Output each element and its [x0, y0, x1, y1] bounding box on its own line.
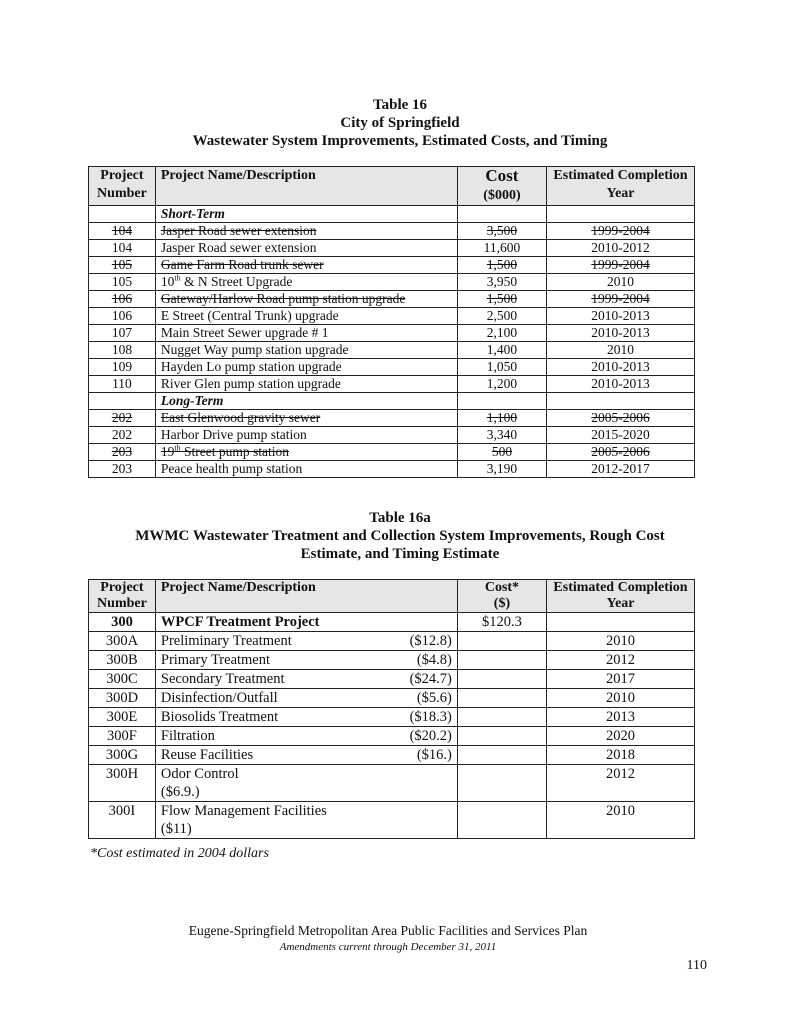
- completion-year: 2020: [547, 727, 695, 746]
- table-row: [89, 802, 695, 839]
- empty-cell: [89, 206, 156, 223]
- project-cost: 1,500: [457, 257, 546, 274]
- table-row: [89, 461, 695, 478]
- project-name-cell: [155, 765, 457, 802]
- completion-year: 2005-2006: [547, 444, 695, 461]
- completion-year: 2010: [547, 632, 695, 651]
- header-cost: [457, 167, 546, 206]
- table-row: [89, 325, 695, 342]
- sub-cost: ($20.2): [409, 728, 452, 744]
- ordinal-suffix: th: [174, 443, 181, 453]
- table-row: [89, 632, 695, 651]
- project-name: River Glen pump station upgrade: [155, 376, 457, 393]
- section-row: [89, 393, 695, 410]
- table-row: [89, 689, 695, 708]
- name-suffix: & N Street Upgrade: [180, 274, 293, 289]
- section-label: Short-Term: [155, 206, 457, 223]
- header-completion-year: Estimated Completion Year: [547, 580, 695, 613]
- table-row-struck: [89, 257, 695, 274]
- project-cost: [457, 651, 546, 670]
- completion-year: 2010-2012: [547, 240, 695, 257]
- table16-title-2: City of Springfield: [340, 115, 460, 131]
- completion-year: 2010-2013: [547, 308, 695, 325]
- table16a-title-2: MWMC Wastewater Treatment and Collection System Improvements, Rough Cost: [135, 528, 665, 544]
- header-cost-unit: ($): [493, 596, 511, 611]
- project-cost: [457, 708, 546, 727]
- table-row: [89, 274, 695, 291]
- project-number: 106: [89, 291, 156, 308]
- header-project-number: Project Number: [89, 167, 156, 206]
- completion-year: 2005-2006: [547, 410, 695, 427]
- table-16a: [88, 579, 695, 839]
- project-number: 300D: [89, 689, 156, 708]
- project-cost: 3,340: [457, 427, 546, 444]
- project-cost: 11,600: [457, 240, 546, 257]
- project-name: Nugget Way pump station upgrade: [155, 342, 457, 359]
- project-name: Secondary Treatment: [160, 671, 285, 687]
- header-project-number: Project Number: [89, 580, 156, 613]
- name-prefix: 19: [160, 444, 175, 459]
- table-row: [89, 359, 695, 376]
- project-cost: [457, 727, 546, 746]
- table-row-struck: [89, 223, 695, 240]
- project-cost: [457, 632, 546, 651]
- project-name: Hayden Lo pump station upgrade: [155, 359, 457, 376]
- project-number: 105: [89, 274, 156, 291]
- project-number: 300E: [89, 708, 156, 727]
- project-cost: $120.3: [457, 613, 546, 632]
- header-project-name: Project Name/Description: [155, 580, 457, 613]
- table-row: [89, 670, 695, 689]
- table-row: [89, 727, 695, 746]
- completion-year: 2010: [547, 689, 695, 708]
- completion-year: 2012-2017: [547, 461, 695, 478]
- project-name-cell: [155, 632, 457, 651]
- name-suffix: Street pump station: [180, 444, 289, 459]
- project-number: 108: [89, 342, 156, 359]
- table-row: [89, 427, 695, 444]
- footer-amendments: Amendments current through December 31, 2011: [279, 941, 497, 953]
- project-number: 106: [89, 308, 156, 325]
- completion-year: 2017: [547, 670, 695, 689]
- project-name: E Street (Central Trunk) upgrade: [155, 308, 457, 325]
- footer-plan-title: Eugene-Springfield Metropolitan Area Public Facilities and Services Plan: [188, 923, 588, 938]
- project-cost: [457, 802, 546, 839]
- section-label: Long-Term: [155, 393, 457, 410]
- completion-year: 2013: [547, 708, 695, 727]
- project-name: Main Street Sewer upgrade # 1: [155, 325, 457, 342]
- project-cost: 1,050: [457, 359, 546, 376]
- table-row-struck: [89, 410, 695, 427]
- project-name-cell: [155, 727, 457, 746]
- section-row: [89, 206, 695, 223]
- project-name: Disinfection/Outfall: [160, 690, 278, 706]
- sub-cost: ($5.6): [416, 690, 452, 706]
- project-name: Biosolids Treatment: [160, 709, 279, 725]
- completion-year: [547, 613, 695, 632]
- project-name-cell: [155, 746, 457, 765]
- project-number: 202: [89, 427, 156, 444]
- table-row-struck: [89, 291, 695, 308]
- project-cost: [457, 746, 546, 765]
- completion-year: 1999-2004: [547, 257, 695, 274]
- table-row: [89, 342, 695, 359]
- completion-year: 2012: [547, 765, 695, 802]
- table16a-subrows: [89, 632, 695, 839]
- table-row: [89, 708, 695, 727]
- table16a-title-3: Estimate, and Timing Estimate: [300, 546, 500, 562]
- sub-cost: ($18.3): [409, 709, 452, 725]
- project-name: [155, 274, 457, 291]
- project-name: Odor Control: [160, 766, 239, 782]
- project-number: 107: [89, 325, 156, 342]
- sub-cost: ($6.9.): [160, 784, 200, 800]
- project-cost: 3,500: [457, 223, 546, 240]
- project-name: Jasper Road sewer extension: [155, 240, 457, 257]
- header-cost: [457, 580, 546, 613]
- project-name: Filtration: [160, 728, 215, 744]
- project-name-cell: [155, 689, 457, 708]
- project-number: 202: [89, 410, 156, 427]
- table16-header-row: [89, 167, 695, 206]
- empty-cell: [89, 393, 156, 410]
- header-cost-unit: ($000): [483, 188, 521, 203]
- project-number: 300G: [89, 746, 156, 765]
- table-row: [89, 308, 695, 325]
- project-number: 104: [89, 240, 156, 257]
- project-name: Gateway/Harlow Road pump station upgrade: [155, 291, 457, 308]
- empty-cell: [547, 206, 695, 223]
- project-cost: 1,100: [457, 410, 546, 427]
- project-cost: [457, 670, 546, 689]
- completion-year: 2010: [547, 802, 695, 839]
- project-name-cell: [155, 651, 457, 670]
- project-number: 203: [89, 461, 156, 478]
- sub-cost: ($11): [160, 821, 192, 837]
- completion-year: 2010: [547, 342, 695, 359]
- table16-body: [89, 206, 695, 478]
- project-number: 105: [89, 257, 156, 274]
- project-number: 300I: [89, 802, 156, 839]
- project-cost: 2,500: [457, 308, 546, 325]
- project-cost: 1,400: [457, 342, 546, 359]
- sub-cost: ($24.7): [409, 671, 452, 687]
- project-name: Reuse Facilities: [160, 747, 254, 763]
- table-row-struck: [89, 444, 695, 461]
- sub-cost: ($16.): [416, 747, 452, 763]
- project-cost: [457, 689, 546, 708]
- completion-year: 2010: [547, 274, 695, 291]
- table-row: [89, 765, 695, 802]
- project-name: East Glenwood gravity sewer: [155, 410, 457, 427]
- header-cost-label: Cost: [485, 166, 519, 185]
- project-name-cell: [155, 670, 457, 689]
- project-name-cell: [155, 708, 457, 727]
- table-16: [88, 166, 695, 478]
- completion-year: 1999-2004: [547, 291, 695, 308]
- completion-year: 2010-2013: [547, 325, 695, 342]
- header-cost-label: Cost*: [484, 580, 520, 595]
- completion-year: 2010-2013: [547, 376, 695, 393]
- project-name: Harbor Drive pump station: [155, 427, 457, 444]
- project-number: 300F: [89, 727, 156, 746]
- project-name-cell: [155, 802, 457, 839]
- table16a-header-row: [89, 580, 695, 613]
- project-cost: 500: [457, 444, 546, 461]
- completion-year: 1999-2004: [547, 223, 695, 240]
- page-number: 110: [686, 958, 707, 973]
- project-number: 109: [89, 359, 156, 376]
- project-number: 203: [89, 444, 156, 461]
- table-row: [89, 240, 695, 257]
- project-name: Flow Management Facilities: [160, 803, 327, 819]
- cost-footnote: *Cost estimated in 2004 dollars: [90, 846, 269, 861]
- table16-title-1: Table 16: [372, 97, 428, 113]
- header-completion-year: Estimated Completion Year: [547, 167, 695, 206]
- project-cost: 2,100: [457, 325, 546, 342]
- project-number: 104: [89, 223, 156, 240]
- project-number: 300B: [89, 651, 156, 670]
- project-name: [155, 444, 457, 461]
- table-row: [89, 376, 695, 393]
- empty-cell: [547, 393, 695, 410]
- completion-year: 2012: [547, 651, 695, 670]
- sub-cost: ($12.8): [409, 633, 452, 649]
- table16-title-3: Wastewater System Improvements, Estimated Costs, and Timing: [192, 133, 608, 149]
- project-name: WPCF Treatment Project: [155, 613, 457, 632]
- completion-year: 2010-2013: [547, 359, 695, 376]
- project-cost: 1,500: [457, 291, 546, 308]
- project-name: Jasper Road sewer extension: [155, 223, 457, 240]
- project-number: 300A: [89, 632, 156, 651]
- table-row-main: [89, 613, 695, 632]
- header-project-name: Project Name/Description: [155, 167, 457, 206]
- table-row: [89, 651, 695, 670]
- table16a-body: [89, 613, 695, 632]
- project-name: Primary Treatment: [160, 652, 271, 668]
- project-number: 110: [89, 376, 156, 393]
- project-cost: [457, 765, 546, 802]
- project-cost: 1,200: [457, 376, 546, 393]
- project-number: 300: [89, 613, 156, 632]
- project-number: 300C: [89, 670, 156, 689]
- completion-year: 2015-2020: [547, 427, 695, 444]
- empty-cell: [457, 206, 546, 223]
- completion-year: 2018: [547, 746, 695, 765]
- table-row: [89, 746, 695, 765]
- empty-cell: [457, 393, 546, 410]
- project-name: Peace health pump station: [155, 461, 457, 478]
- name-prefix: 10: [160, 274, 175, 289]
- table16a-title-1: Table 16a: [369, 510, 431, 526]
- project-number: 300H: [89, 765, 156, 802]
- sub-cost: ($4.8): [416, 652, 452, 668]
- project-cost: 3,950: [457, 274, 546, 291]
- ordinal-suffix: th: [174, 273, 181, 283]
- project-name: Preliminary Treatment: [160, 633, 292, 649]
- project-name: Game Farm Road trunk sewer: [155, 257, 457, 274]
- project-cost: 3,190: [457, 461, 546, 478]
